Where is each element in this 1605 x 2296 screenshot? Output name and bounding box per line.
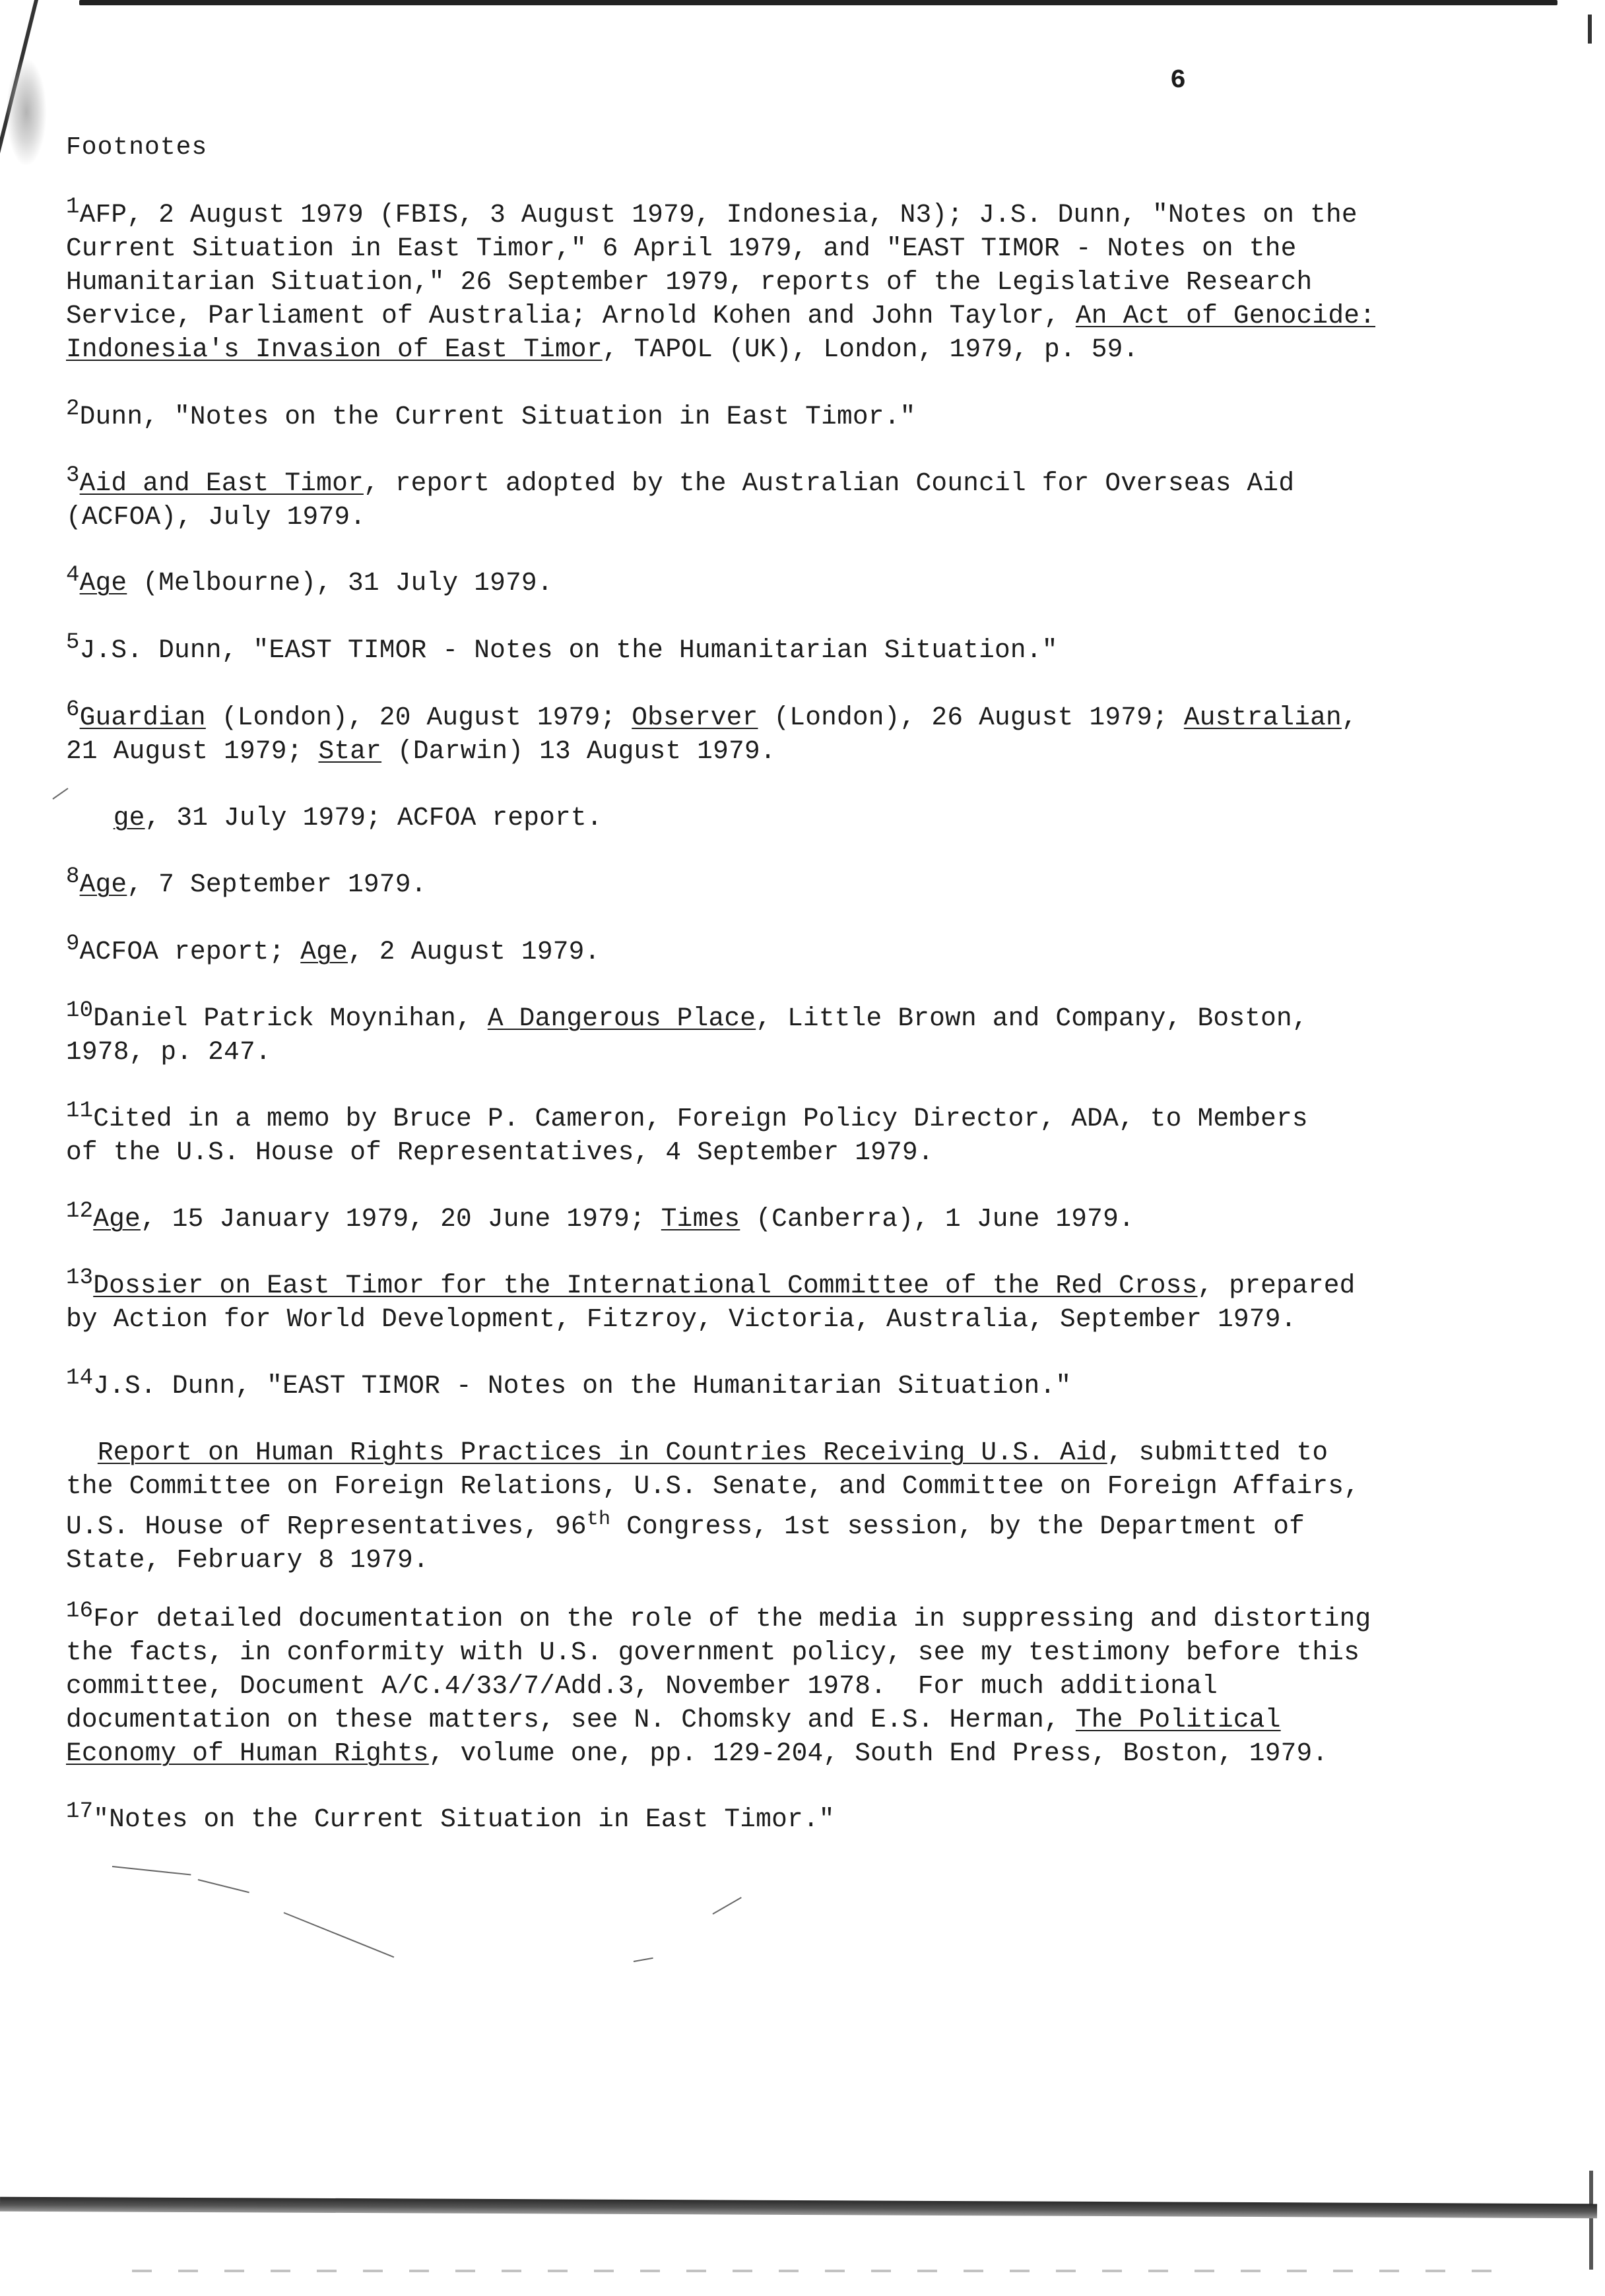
footnote-12 [66, 1199, 1551, 1236]
footnote-text: , 7 September 1979. [127, 870, 427, 899]
footnote-line [66, 998, 1551, 1035]
footnote-text: , Little Brown and Company, Boston, [756, 1004, 1308, 1033]
footnote-text: Daniel Patrick Moynihan, [93, 1004, 488, 1033]
footnote-16 [66, 1599, 1551, 1770]
footnote-text: J.S. Dunn, "EAST TIMOR - Notes on the Humanitarian Situation." [79, 635, 1058, 665]
footnote-number: 6 [66, 697, 80, 722]
footnote-text: the Committee on Foreign Relations, U.S. Senate, and Committee on Foreign Affairs, [66, 1471, 1360, 1501]
footnote-text: (Melbourne), 31 July 1979. [127, 568, 553, 598]
footnote-line [66, 265, 1551, 299]
footnote-3 [66, 463, 1551, 534]
footnote-title: Economy of Human Rights [66, 1738, 429, 1768]
footnote-line [66, 1469, 1551, 1503]
footnote-line [66, 734, 1551, 768]
footnote-title: Indonesia's Invasion of East Timor [66, 335, 603, 364]
footnote-title: Age [300, 937, 348, 967]
footnote-9 [66, 932, 1551, 969]
footnote-text: th [586, 1508, 611, 1531]
footnote-text [66, 1438, 98, 1467]
pen-stroke-6 [52, 788, 68, 800]
footnote-number: 8 [66, 864, 80, 889]
footnote-number: 3 [66, 463, 80, 488]
footnote-4 [66, 563, 1551, 600]
footnote-text: Dunn, "Notes on the Current Situation in East Timor." [79, 402, 916, 431]
footnote-title: Age [93, 1204, 141, 1234]
pen-stroke-4 [713, 1897, 742, 1915]
footnote-text: (London), 20 August 1979; [205, 703, 632, 732]
footnote-title: Star [318, 736, 382, 766]
footnote-text: , volume one, pp. 129-204, South End Press, Boston, 1979. [428, 1738, 1328, 1768]
footnote-line [66, 1543, 1551, 1577]
footnote-title: Report on Human Rights Practices in Countries Receiving U.S. Aid [97, 1438, 1107, 1467]
footnote-5 [66, 630, 1551, 667]
footnote-line [66, 397, 1551, 433]
footnote-line [66, 1503, 1551, 1543]
footnote-title: Observer [632, 703, 758, 732]
footnote-text: , submitted to [1107, 1438, 1328, 1467]
footnote-14 [66, 1366, 1551, 1403]
footnote-7 [66, 801, 1551, 835]
footnote-text: documentation on these matters, see N. Chomsky and E.S. Herman, [66, 1705, 1076, 1735]
footnote-line [66, 563, 1551, 600]
footnote-11 [66, 1099, 1551, 1169]
footnote-number: 16 [66, 1599, 94, 1624]
footnote-line [66, 630, 1551, 667]
footnote-text: (Darwin) 13 August 1979. [381, 736, 776, 766]
footnote-text: by Action for World Development, Fitzroy, Victoria, Australia, September 1979. [66, 1304, 1297, 1334]
footnote-text: , 2 August 1979. [347, 937, 601, 967]
pen-stroke-1 [112, 1866, 191, 1876]
footnote-title: A Dangerous Place [487, 1004, 756, 1033]
footnote-6 [66, 697, 1551, 768]
footnote-text: Service, Parliament of Australia; Arnold Kohen and John Taylor, [66, 301, 1076, 331]
footnote-text: "Notes on the Current Situation in East Timor." [93, 1804, 835, 1834]
footnote-line [66, 1703, 1551, 1737]
footnote-line [66, 500, 1551, 534]
footnote-line [66, 1737, 1551, 1770]
footnote-text: Current Situation in East Timor," 6 April 1979, and "EAST TIMOR - Notes on the [66, 234, 1297, 263]
footnote-text: Humanitarian Situation," 26 September 1979, reports of the Legislative Research [66, 267, 1313, 297]
footnote-number: 12 [66, 1199, 94, 1224]
footnote-text: , 15 January 1979, 20 June 1979; [140, 1204, 661, 1234]
footnote-text: the facts, in conformity with U.S. government policy, see my testimony before this [66, 1638, 1360, 1667]
footnote-line [66, 932, 1551, 969]
footnote-line [66, 1302, 1551, 1336]
footnote-text: , 31 July 1979; ACFOA report. [145, 803, 603, 833]
footnote-number: 4 [66, 563, 80, 588]
footnote-13 [66, 1265, 1551, 1336]
footnote-number: 9 [66, 932, 80, 957]
scan-noise-bottom [132, 2270, 1518, 2272]
footnote-2 [66, 397, 1551, 433]
footnote-line [66, 697, 1551, 734]
footnote-number: 5 [66, 630, 80, 655]
footnote-line [66, 1799, 1551, 1836]
footnote-text: For detailed documentation on the role of the media in suppressing and distorting [93, 1604, 1371, 1634]
footnote-line [66, 1436, 1551, 1469]
footnote-text: , prepared [1197, 1271, 1356, 1300]
footnote-text: (ACFOA), July 1979. [66, 502, 366, 532]
footnote-number: 13 [66, 1265, 94, 1291]
footnote-title: Aid and East Timor [79, 468, 364, 498]
footnote-text: 1978, p. 247. [66, 1037, 271, 1067]
pen-stroke-2 [198, 1879, 249, 1893]
footnote-number: 14 [66, 1366, 94, 1391]
footnote-line [66, 1199, 1551, 1236]
scan-edge-bottom [0, 2197, 1597, 2219]
footnote-text [66, 803, 114, 833]
footnote-title: Australian [1183, 703, 1342, 732]
footnote-line [66, 463, 1551, 500]
scan-edge-top [79, 0, 1557, 5]
footnote-line [66, 1035, 1551, 1069]
pen-stroke-3 [284, 1912, 395, 1958]
footnote-number: 1 [66, 195, 80, 220]
footnote-title: Age [79, 568, 127, 598]
footnote-text: ACFOA report; [79, 937, 301, 967]
footnote-text: (Canberra), 1 June 1979. [740, 1204, 1134, 1234]
footnote-line [66, 195, 1551, 232]
footnote-title: Age [79, 870, 127, 899]
footnote-number: 17 [66, 1799, 94, 1824]
footnote-line [66, 1099, 1551, 1135]
footnote-line [66, 299, 1551, 333]
scan-smudge-left [7, 59, 46, 165]
footnote-text: J.S. Dunn, "EAST TIMOR - Notes on the Humanitarian Situation." [93, 1371, 1072, 1401]
scan-mark-right-top [1588, 15, 1592, 44]
footnote-text: 21 August 1979; [66, 736, 319, 766]
footnote-text: State, February 8 1979. [66, 1545, 429, 1576]
footnote-line [66, 1599, 1551, 1636]
footnote-title: ge [113, 803, 145, 833]
footnote-text: , TAPOL (UK), London, 1979, p. 59. [602, 335, 1139, 364]
footnote-text: committee, Document A/C.4/33/7/Add.3, November 1978. For much additional [66, 1671, 1218, 1701]
footnote-line [66, 1366, 1551, 1403]
footnote-8 [66, 864, 1551, 901]
footnote-line [66, 864, 1551, 901]
footnote-text: U.S. House of Representatives, 96 [66, 1512, 587, 1542]
footnote-title: Times [661, 1204, 740, 1234]
footnote-text: (London), 26 August 1979; [758, 703, 1184, 732]
footnote-number: 10 [66, 998, 94, 1023]
footnote-10 [66, 998, 1551, 1069]
footnote-text: of the U.S. House of Representatives, 4 September 1979. [66, 1137, 934, 1167]
footnote-line [66, 1135, 1551, 1169]
footnote-title: Dossier on East Timor for the International Committee of the Red Cross [93, 1271, 1198, 1300]
footnote-title: An Act of Genocide: [1075, 301, 1376, 331]
pen-stroke-5 [634, 1958, 653, 1962]
footnote-17 [66, 1799, 1551, 1836]
footnote-line [66, 801, 1551, 835]
scan-mark-right-bottom [1589, 2171, 1593, 2270]
footnote-line [66, 1636, 1551, 1669]
footnote-text: , [1341, 703, 1358, 732]
footnote-line [66, 333, 1551, 366]
footnote-line [66, 1669, 1551, 1703]
footnote-text: Congress, 1st session, by the Department of [610, 1512, 1305, 1542]
page-number: 6 [1170, 66, 1187, 96]
footnote-1 [66, 195, 1551, 366]
footnote-number: 11 [66, 1099, 94, 1124]
footnote-title: The Political [1075, 1705, 1281, 1735]
footnote-line [66, 1265, 1551, 1302]
footnotes-heading: Footnotes [66, 133, 208, 162]
footnote-15 [66, 1436, 1551, 1577]
footnote-title: Guardian [79, 703, 206, 732]
footnote-text: , report adopted by the Australian Council for Overseas Aid [363, 468, 1295, 498]
footnote-text: AFP, 2 August 1979 (FBIS, 3 August 1979, Indonesia, N3); J.S. Dunn, "Notes on the [79, 200, 1358, 230]
footnote-line [66, 232, 1551, 265]
footnote-text: Cited in a memo by Bruce P. Cameron, Foreign Policy Director, ADA, to Members [93, 1104, 1308, 1133]
footnote-number: 2 [66, 397, 80, 422]
